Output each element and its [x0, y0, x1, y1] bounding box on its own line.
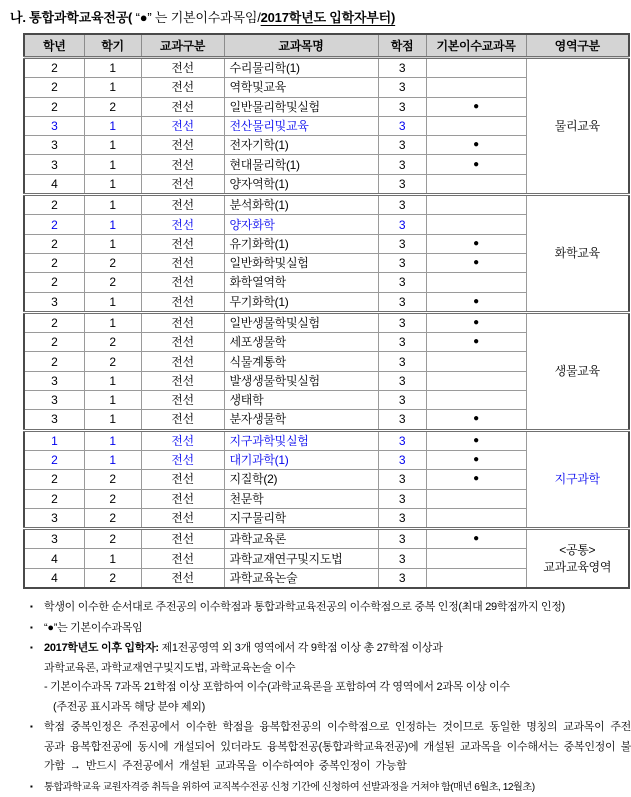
course-name-cell: 지질학(2) [224, 470, 378, 489]
grade-cell: 3 [24, 508, 84, 528]
basic-course-dot-cell [426, 391, 526, 410]
note-text: 제1전공영역 외 3개 영역에서 각 9학점 이상 총 27학점 이상과 [158, 642, 443, 655]
note-2017-requirements [30, 638, 631, 659]
semester-cell: 2 [84, 470, 141, 489]
basic-course-dot-cell [426, 174, 526, 194]
semester-cell: 1 [84, 58, 141, 78]
credits-cell: 3 [378, 450, 426, 469]
grade-cell: 2 [24, 234, 84, 253]
course-name-cell: 현대물리학(1) [224, 155, 378, 174]
basic-course-dot-cell [426, 195, 526, 215]
course-name-cell: 수리물리학(1) [224, 58, 378, 78]
header-basic-course: 기본이수교과목 [426, 34, 526, 58]
category-cell: 전선 [141, 312, 224, 332]
semester-cell: 1 [84, 116, 141, 135]
grade-cell: 3 [24, 155, 84, 174]
table-row [24, 529, 629, 549]
square-bullet-icon: ▪ [30, 722, 33, 732]
course-name-cell: 화학열역학 [224, 273, 378, 292]
grade-cell: 3 [24, 391, 84, 410]
category-cell: 전선 [141, 410, 224, 430]
semester-cell: 1 [84, 312, 141, 332]
course-name-cell: 양자화학 [224, 215, 378, 234]
square-bullet-icon: ▪ [30, 781, 33, 791]
semester-cell: 1 [84, 136, 141, 155]
course-name-cell: 분석화학(1) [224, 195, 378, 215]
course-name-cell: 전산물리및교육 [224, 116, 378, 135]
course-name-cell: 과학교재연구및지도법 [224, 549, 378, 568]
course-name-cell: 분자생물학 [224, 410, 378, 430]
grade-cell: 3 [24, 116, 84, 135]
credits-cell: 3 [378, 549, 426, 568]
semester-cell: 1 [84, 371, 141, 390]
area-cell [526, 58, 629, 195]
square-bullet-icon: ▪ [30, 622, 33, 632]
credits-cell: 3 [378, 352, 426, 371]
area-label: 화학교육 [554, 246, 600, 261]
category-cell: 전선 [141, 470, 224, 489]
semester-cell: 2 [84, 97, 141, 116]
course-table-body [24, 58, 629, 589]
note-bold-prefix: 2017학년도 이후 입학자: [44, 642, 159, 655]
semester-cell: 2 [84, 253, 141, 272]
category-cell: 전선 [141, 174, 224, 194]
course-name-cell: 일반화학및실험 [224, 253, 378, 272]
grade-cell: 4 [24, 568, 84, 588]
credits-cell: 3 [378, 97, 426, 116]
credits-cell: 3 [378, 312, 426, 332]
page-title [10, 7, 631, 26]
basic-course-dot-cell: ● [426, 136, 526, 155]
grade-cell: 4 [24, 549, 84, 568]
credits-cell: 3 [378, 136, 426, 155]
semester-cell: 2 [84, 489, 141, 508]
credits-cell: 3 [378, 489, 426, 508]
category-cell: 전선 [141, 549, 224, 568]
semester-cell: 1 [84, 215, 141, 234]
course-name-cell: 세포생물학 [224, 333, 378, 352]
grade-cell: 2 [24, 273, 84, 292]
basic-course-dot-cell [426, 78, 526, 97]
category-cell: 전선 [141, 352, 224, 371]
semester-cell: 1 [84, 234, 141, 253]
semester-cell: 1 [84, 430, 141, 450]
header-category: 교과구분 [141, 34, 224, 58]
basic-course-dot-cell [426, 352, 526, 371]
category-cell: 전선 [141, 78, 224, 97]
semester-cell: 2 [84, 568, 141, 588]
note-bullet-legend [30, 618, 631, 639]
semester-cell: 2 [84, 333, 141, 352]
credits-cell: 3 [378, 234, 426, 253]
area-cell [526, 430, 629, 528]
basic-course-dot-cell: ● [426, 97, 526, 116]
category-cell: 전선 [141, 391, 224, 410]
grade-cell: 2 [24, 352, 84, 371]
area-label: 지구과학 [554, 472, 600, 487]
course-name-cell: 천문학 [224, 489, 378, 508]
basic-course-dot-cell [426, 549, 526, 568]
course-name-cell: 무기화학(1) [224, 292, 378, 312]
credits-cell: 3 [378, 58, 426, 78]
grade-cell: 3 [24, 136, 84, 155]
credits-cell: 3 [378, 430, 426, 450]
basic-course-dot-cell [426, 489, 526, 508]
note-2017-requirements-line2: 과학교육론, 과학교재연구및지도법, 과학교육논술 이수 [44, 661, 296, 674]
basic-course-dot-cell [426, 58, 526, 78]
semester-cell: 1 [84, 549, 141, 568]
basic-course-dot-cell: ● [426, 155, 526, 174]
credits-cell: 3 [378, 410, 426, 430]
credits-cell: 3 [378, 195, 426, 215]
grade-cell: 2 [24, 97, 84, 116]
course-name-cell: 일반물리학및실험 [224, 97, 378, 116]
credits-cell: 3 [378, 371, 426, 390]
grade-cell: 4 [24, 174, 84, 194]
basic-course-dot-cell [426, 568, 526, 588]
category-cell: 전선 [141, 292, 224, 312]
course-name-cell: 일반생물학및실험 [224, 312, 378, 332]
credits-cell: 3 [378, 155, 426, 174]
basic-course-dot-cell [426, 508, 526, 528]
title-legend-note: “●” 는 기본이수과목임/ [132, 10, 261, 25]
semester-cell: 1 [84, 195, 141, 215]
credits-cell: 3 [378, 391, 426, 410]
basic-course-dot-cell [426, 215, 526, 234]
basic-course-dot-cell [426, 273, 526, 292]
credits-cell: 3 [378, 215, 426, 234]
basic-course-dot-cell: ● [426, 470, 526, 489]
grade-cell: 2 [24, 470, 84, 489]
header-grade: 학년 [24, 34, 84, 58]
course-name-cell: 지구과학및실험 [224, 430, 378, 450]
area-cell [526, 529, 629, 588]
category-cell: 전선 [141, 529, 224, 549]
course-table [23, 33, 630, 589]
course-name-cell: 발생생물학및실험 [224, 371, 378, 390]
grade-cell: 2 [24, 215, 84, 234]
category-cell: 전선 [141, 273, 224, 292]
course-name-cell: 과학교육론 [224, 529, 378, 549]
grade-cell: 2 [24, 58, 84, 78]
square-bullet-icon: ▪ [30, 643, 33, 653]
credits-cell: 3 [378, 529, 426, 549]
table-row [24, 58, 629, 78]
note-duplicate-restriction [30, 717, 631, 777]
header-course-name: 교과목명 [224, 34, 378, 58]
category-cell: 전선 [141, 450, 224, 469]
note-text: 학점 중복인정은 주전공에서 이수한 학점을 융복합전공의 이수학점으로 인정하는 것이므로 동일한 명칭의 교과목이 주전공과 융복합전공에 동시에 개설되어 있더라도 융복합전공(통합과학교육전공)에 개설된 교과목을 이수해서는 중복인정이 불가함 → 반드시 주전공에서 개설된 교과목을 이수하여야 중복인정이 가능함 [44, 721, 631, 773]
area-label: 교과교육영역 [543, 559, 612, 574]
note-duplicate-credit [30, 597, 631, 618]
semester-cell: 1 [84, 410, 141, 430]
credits-cell: 3 [378, 508, 426, 528]
category-cell: 전선 [141, 215, 224, 234]
course-name-cell: 역학및교육 [224, 78, 378, 97]
course-name-cell: 과학교육논술 [224, 568, 378, 588]
grade-cell: 2 [24, 489, 84, 508]
course-name-cell: 지구물리학 [224, 508, 378, 528]
grade-cell: 3 [24, 292, 84, 312]
semester-cell: 1 [84, 174, 141, 194]
grade-cell: 2 [24, 312, 84, 332]
category-cell: 전선 [141, 253, 224, 272]
basic-course-dot-cell: ● [426, 234, 526, 253]
semester-cell: 2 [84, 529, 141, 549]
course-name-cell: 유기화학(1) [224, 234, 378, 253]
credits-cell: 3 [378, 470, 426, 489]
credits-cell: 3 [378, 568, 426, 588]
note-teacher-certificate [30, 777, 631, 797]
credits-cell: 3 [378, 253, 426, 272]
category-cell: 전선 [141, 234, 224, 253]
area-cell [526, 312, 629, 430]
grade-cell: 2 [24, 253, 84, 272]
credits-cell: 3 [378, 273, 426, 292]
grade-cell: 2 [24, 195, 84, 215]
category-cell: 전선 [141, 333, 224, 352]
category-cell: 전선 [141, 195, 224, 215]
grade-cell: 2 [24, 333, 84, 352]
credits-cell: 3 [378, 78, 426, 97]
semester-cell: 2 [84, 273, 141, 292]
course-name-cell: 전자기학(1) [224, 136, 378, 155]
square-bullet-icon: ▪ [30, 602, 33, 612]
category-cell: 전선 [141, 58, 224, 78]
notes [30, 597, 631, 797]
basic-course-dot-cell [426, 371, 526, 390]
title-effective-date: 2017학년도 입학자부터) [260, 10, 396, 25]
category-cell: 전선 [141, 489, 224, 508]
semester-cell: 1 [84, 78, 141, 97]
note-2017-requirements-line4: (주전공 표시과목 해당 분야 제외) [53, 700, 205, 713]
basic-course-dot-cell: ● [426, 292, 526, 312]
category-cell: 전선 [141, 136, 224, 155]
grade-cell: 3 [24, 371, 84, 390]
semester-cell: 1 [84, 391, 141, 410]
basic-course-dot-cell: ● [426, 529, 526, 549]
area-label: <공통> [559, 543, 596, 558]
course-name-cell: 양자역학(1) [224, 174, 378, 194]
category-cell: 전선 [141, 97, 224, 116]
category-cell: 전선 [141, 430, 224, 450]
course-name-cell: 생태학 [224, 391, 378, 410]
basic-course-dot-cell: ● [426, 450, 526, 469]
category-cell: 전선 [141, 155, 224, 174]
area-cell [526, 195, 629, 313]
area-label: 생물교육 [554, 364, 600, 379]
basic-course-dot-cell: ● [426, 333, 526, 352]
note-text: 통합과학교육 교원자격증 취득을 위하여 교직복수전공 신청 기간에 신청하여 선발과정을 거쳐야 함(매년 6월초, 12월초) [44, 781, 535, 793]
header-row [24, 34, 629, 58]
semester-cell: 2 [84, 352, 141, 371]
category-cell: 전선 [141, 116, 224, 135]
semester-cell: 1 [84, 292, 141, 312]
title-prefix: 나. 통합과학교육전공( [10, 10, 133, 25]
grade-cell: 3 [24, 410, 84, 430]
semester-cell: 2 [84, 508, 141, 528]
semester-cell: 1 [84, 450, 141, 469]
course-name-cell: 대기과학(1) [224, 450, 378, 469]
note-2017-requirements-line3: - 기본이수과목 7과목 21학점 이상 포함하여 이수(과학교육론을 포함하여 각 영역에서 2과목 이상 이수 [44, 681, 510, 694]
note-text: “●”는 기본이수과목임 [44, 621, 143, 634]
note-text: 학생이 이수한 순서대로 주전공의 이수학점과 통합과학교육전공의 이수학점으로 중복 인정(최대 29학점까지 인정) [44, 601, 565, 614]
header-credits: 학점 [378, 34, 426, 58]
grade-cell: 2 [24, 450, 84, 469]
grade-cell: 3 [24, 529, 84, 549]
grade-cell: 1 [24, 430, 84, 450]
table-row [24, 195, 629, 215]
category-cell: 전선 [141, 568, 224, 588]
basic-course-dot-cell [426, 116, 526, 135]
basic-course-dot-cell: ● [426, 312, 526, 332]
area-label: 물리교육 [554, 118, 600, 133]
course-name-cell: 식물계통학 [224, 352, 378, 371]
basic-course-dot-cell: ● [426, 430, 526, 450]
basic-course-dot-cell: ● [426, 410, 526, 430]
credits-cell: 3 [378, 116, 426, 135]
category-cell: 전선 [141, 371, 224, 390]
header-area: 영역구분 [526, 34, 629, 58]
header-semester: 학기 [84, 34, 141, 58]
credits-cell: 3 [378, 292, 426, 312]
table-row [24, 312, 629, 332]
credits-cell: 3 [378, 174, 426, 194]
credits-cell: 3 [378, 333, 426, 352]
semester-cell: 1 [84, 155, 141, 174]
table-row [24, 430, 629, 450]
basic-course-dot-cell: ● [426, 253, 526, 272]
category-cell: 전선 [141, 508, 224, 528]
grade-cell: 2 [24, 78, 84, 97]
